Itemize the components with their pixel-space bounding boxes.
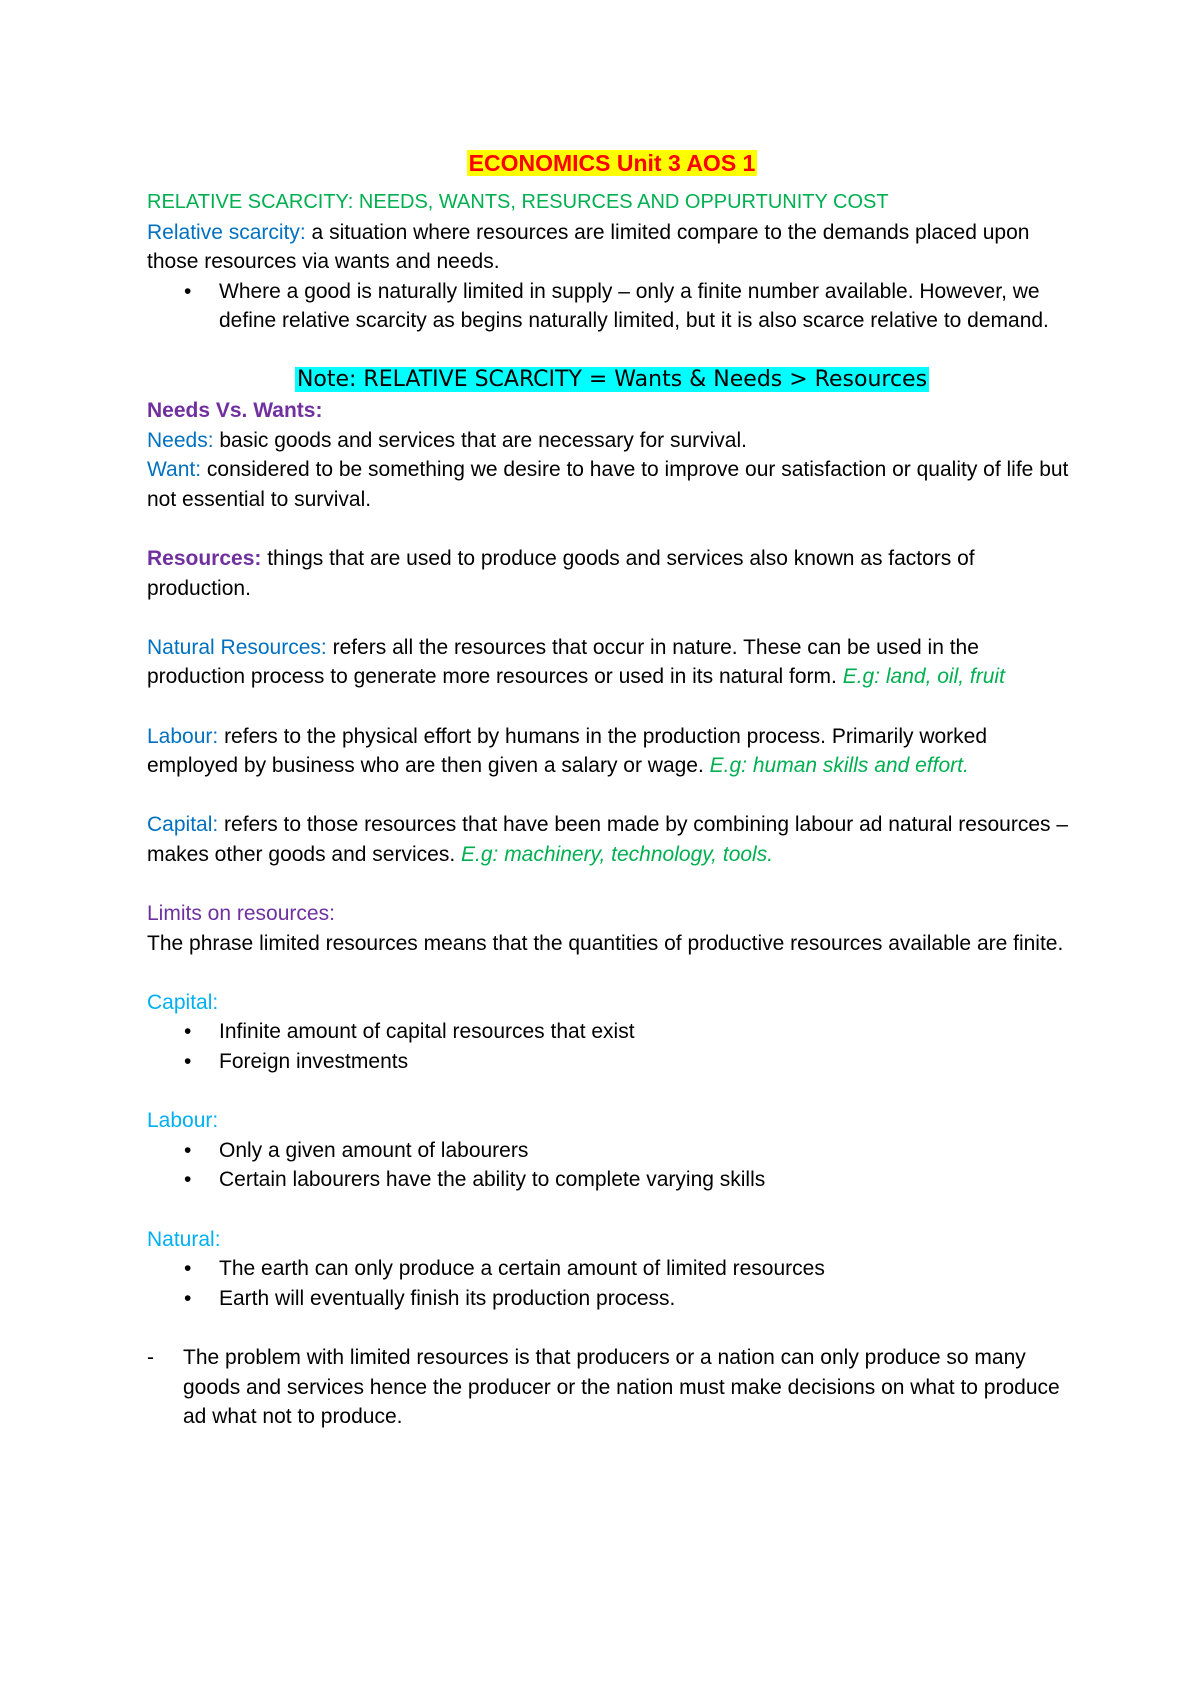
relative-scarcity-term: Relative scarcity: bbox=[147, 220, 306, 244]
bullet-icon: • bbox=[184, 1168, 192, 1192]
dash-icon: - bbox=[147, 1345, 154, 1369]
resources-definition: things that are used to produce goods and services also known as factors of production. bbox=[147, 546, 975, 600]
needs-definition: basic goods and services that are necessary for survival. bbox=[213, 428, 747, 452]
list-item bbox=[184, 277, 1077, 336]
labour-example: E.g: human skills and effort. bbox=[709, 754, 969, 778]
relative-scarcity-definition: a situation where resources are limited compare to the demands placed upon those resources via wants and needs. bbox=[147, 220, 1030, 274]
needs-paragraph bbox=[147, 426, 1077, 456]
document-title: ECONOMICS Unit 3 AOS 1 bbox=[468, 150, 756, 176]
list-item bbox=[184, 1165, 1077, 1195]
capital-term: Capital: bbox=[147, 813, 219, 837]
natural-list bbox=[147, 1254, 1077, 1313]
list-item bbox=[184, 1284, 1077, 1314]
list-item-text: Where a good is naturally limited in supply – only a finite number available. However, we define relative scarcity as begins naturally limited, but it is also scarce relative to demand. bbox=[219, 279, 1049, 333]
list-item bbox=[184, 1136, 1077, 1166]
note-highlight: Note: RELATIVE SCARCITY = Wants & Needs > Resources bbox=[296, 366, 928, 392]
bullet-icon: • bbox=[184, 279, 192, 303]
labour-list-heading: Labour: bbox=[147, 1109, 219, 1133]
natural-list-heading: Natural: bbox=[147, 1227, 221, 1251]
natural-resources-paragraph bbox=[147, 633, 1077, 692]
needs-wants-heading: Needs Vs. Wants: bbox=[147, 398, 323, 422]
note-line bbox=[147, 364, 1077, 396]
needs-term: Needs: bbox=[147, 428, 214, 452]
bullet-icon: • bbox=[184, 1257, 192, 1281]
document-page bbox=[147, 146, 1077, 1432]
want-definition: considered to be something we desire to have to improve our satisfaction or quality of life but not essential to survival. bbox=[147, 458, 1069, 511]
list-item-text: Infinite amount of capital resources that exist bbox=[219, 1020, 635, 1044]
bullet-icon: • bbox=[184, 1138, 192, 1162]
limits-heading: Limits on resources: bbox=[147, 902, 335, 926]
capital-list-heading: Capital: bbox=[147, 990, 219, 1014]
conclusion-text: The problem with limited resources is that producers or a nation can only produce so many goods and services hence the producer or the nation must make decisions on what to produce ad what not to produce. bbox=[183, 1345, 1060, 1429]
list-item bbox=[184, 1017, 1077, 1047]
limits-text: The phrase limited resources means that the quantities of productive resources available are finite. bbox=[147, 931, 1064, 955]
list-item-text: Earth will eventually finish its production process. bbox=[219, 1286, 676, 1310]
natural-resources-example: E.g: land, oil, fruit bbox=[842, 665, 1005, 689]
want-paragraph bbox=[147, 455, 1077, 514]
bullet-icon: • bbox=[184, 1286, 192, 1310]
list-item-text: Certain labourers have the ability to complete varying skills bbox=[219, 1168, 766, 1192]
list-item-text: Only a given amount of labourers bbox=[219, 1138, 529, 1162]
capital-list bbox=[147, 1017, 1077, 1076]
title-line bbox=[147, 146, 1077, 182]
bullet-icon: • bbox=[184, 1050, 192, 1074]
capital-example: E.g: machinery, technology, tools. bbox=[461, 842, 774, 866]
want-term: Want: bbox=[147, 458, 202, 482]
conclusion-list bbox=[147, 1343, 1077, 1432]
labour-term: Labour: bbox=[147, 724, 219, 748]
resources-paragraph bbox=[147, 544, 1077, 603]
relative-scarcity-bullets bbox=[147, 277, 1077, 336]
bullet-icon: • bbox=[184, 1020, 192, 1044]
capital-paragraph bbox=[147, 810, 1077, 869]
capital-definition: refers to those resources that have been made by combining labour ad natural resources – makes other goods and services. bbox=[147, 813, 1069, 866]
labour-paragraph bbox=[147, 722, 1077, 781]
list-item bbox=[147, 1343, 1077, 1432]
document-subtitle: RELATIVE SCARCITY: NEEDS, WANTS, RESURCES AND OPPURTUNITY COST bbox=[147, 191, 889, 213]
labour-list bbox=[147, 1136, 1077, 1195]
natural-resources-definition: refers all the resources that occur in nature. These can be used in the production process to generate more resources or used in its natural form. bbox=[147, 635, 979, 689]
list-item bbox=[184, 1047, 1077, 1077]
resources-term: Resources: bbox=[147, 546, 262, 570]
natural-resources-term: Natural Resources: bbox=[147, 635, 327, 659]
relative-scarcity-paragraph bbox=[147, 218, 1077, 277]
list-item-text: The earth can only produce a certain amount of limited resources bbox=[219, 1257, 825, 1281]
list-item bbox=[184, 1254, 1077, 1284]
labour-definition: refers to the physical effort by humans in the production process. Primarily worked employed by business who are then given a salary or wage. bbox=[147, 724, 988, 778]
list-item-text: Foreign investments bbox=[219, 1050, 409, 1074]
